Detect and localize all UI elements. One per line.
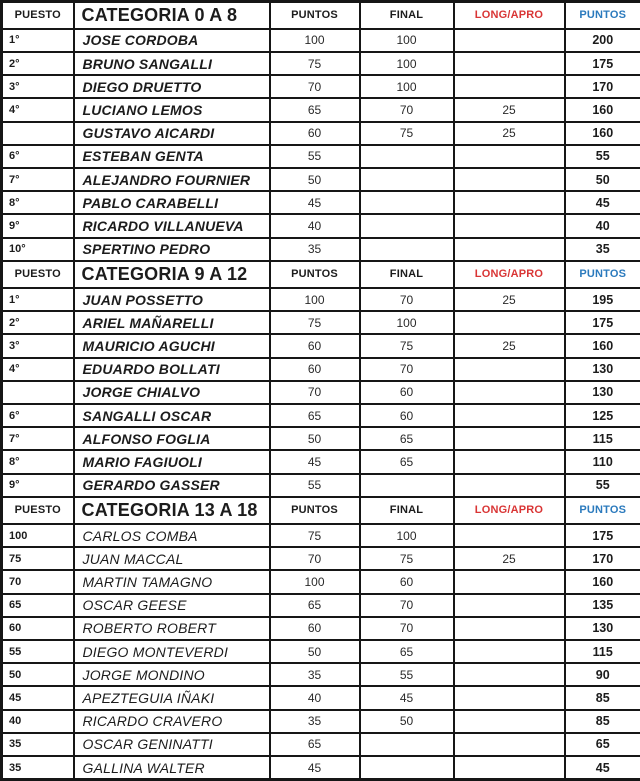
puntos-cell: 100	[270, 288, 360, 311]
name-cell: MARIO FAGIUOLI	[74, 450, 270, 473]
final-cell: 70	[360, 594, 454, 617]
total-cell: 160	[565, 570, 640, 593]
table-row	[2, 191, 640, 214]
total-cell: 200	[565, 29, 640, 52]
long-apro-cell	[454, 733, 565, 756]
long-apro-cell	[454, 756, 565, 779]
name-cell: GUSTAVO AICARDI	[74, 122, 270, 145]
table-row	[2, 640, 640, 663]
puesto-cell	[2, 122, 74, 145]
table-row	[2, 450, 640, 473]
long-apro-cell: 25	[454, 547, 565, 570]
column-header-final: FINAL	[360, 2, 454, 29]
total-cell: 160	[565, 334, 640, 357]
puntos-cell: 50	[270, 168, 360, 191]
total-cell: 55	[565, 145, 640, 168]
final-cell: 75	[360, 334, 454, 357]
name-cell: EDUARDO BOLLATI	[74, 358, 270, 381]
long-apro-cell	[454, 52, 565, 75]
name-cell: JUAN POSSETTO	[74, 288, 270, 311]
table-row	[2, 75, 640, 98]
column-header-puntos: PUNTOS	[270, 2, 360, 29]
table-row	[2, 98, 640, 121]
puesto-cell: 8°	[2, 450, 74, 473]
total-cell: 175	[565, 52, 640, 75]
section-header-row	[2, 497, 640, 524]
long-apro-cell	[454, 145, 565, 168]
final-cell: 60	[360, 570, 454, 593]
puesto-cell: 1°	[2, 29, 74, 52]
total-cell: 90	[565, 663, 640, 686]
name-cell: PABLO CARABELLI	[74, 191, 270, 214]
name-cell: GERARDO GASSER	[74, 474, 270, 497]
long-apro-cell	[454, 238, 565, 261]
long-apro-cell: 25	[454, 288, 565, 311]
total-cell: 85	[565, 686, 640, 709]
puesto-cell: 2°	[2, 52, 74, 75]
total-cell: 115	[565, 640, 640, 663]
table-row	[2, 594, 640, 617]
section-title: CATEGORIA 9 A 12	[74, 261, 270, 288]
table-row	[2, 686, 640, 709]
puntos-cell: 70	[270, 381, 360, 404]
table-body	[2, 2, 640, 780]
puesto-cell: 35	[2, 733, 74, 756]
name-cell: ESTEBAN GENTA	[74, 145, 270, 168]
name-cell: ROBERTO ROBERT	[74, 617, 270, 640]
table-row	[2, 29, 640, 52]
name-cell: BRUNO SANGALLI	[74, 52, 270, 75]
final-cell: 70	[360, 98, 454, 121]
long-apro-cell	[454, 570, 565, 593]
puesto-cell: 10°	[2, 238, 74, 261]
table-row	[2, 52, 640, 75]
long-apro-cell	[454, 29, 565, 52]
puntos-cell: 60	[270, 334, 360, 357]
puntos-cell: 65	[270, 98, 360, 121]
final-cell: 45	[360, 686, 454, 709]
puntos-cell: 100	[270, 570, 360, 593]
section-title: CATEGORIA 13 A 18	[74, 497, 270, 524]
puntos-cell: 35	[270, 663, 360, 686]
final-cell: 75	[360, 122, 454, 145]
total-cell: 115	[565, 427, 640, 450]
total-cell: 50	[565, 168, 640, 191]
puesto-cell: 55	[2, 640, 74, 663]
puesto-cell	[2, 381, 74, 404]
section-header-row	[2, 2, 640, 29]
table-row	[2, 381, 640, 404]
name-cell: OSCAR GENINATTI	[74, 733, 270, 756]
puesto-cell: 75	[2, 547, 74, 570]
puntos-cell: 45	[270, 191, 360, 214]
puntos-cell: 60	[270, 358, 360, 381]
long-apro-cell	[454, 710, 565, 733]
puntos-cell: 40	[270, 214, 360, 237]
column-header-puntos-total: PUNTOS	[565, 497, 640, 524]
column-header-puntos: PUNTOS	[270, 261, 360, 288]
final-cell	[360, 168, 454, 191]
name-cell: ARIEL MAÑARELLI	[74, 311, 270, 334]
table-row	[2, 311, 640, 334]
name-cell: JORGE CHIALVO	[74, 381, 270, 404]
long-apro-cell	[454, 191, 565, 214]
final-cell: 100	[360, 52, 454, 75]
puesto-cell: 35	[2, 756, 74, 779]
final-cell: 100	[360, 75, 454, 98]
column-header-final: FINAL	[360, 497, 454, 524]
table-row	[2, 547, 640, 570]
puntos-cell: 45	[270, 450, 360, 473]
puntos-cell: 75	[270, 524, 360, 547]
table-row	[2, 334, 640, 357]
long-apro-cell	[454, 381, 565, 404]
table-row	[2, 145, 640, 168]
final-cell: 65	[360, 640, 454, 663]
final-cell: 50	[360, 710, 454, 733]
total-cell: 130	[565, 381, 640, 404]
table-row	[2, 710, 640, 733]
final-cell	[360, 756, 454, 779]
total-cell: 130	[565, 358, 640, 381]
table-row	[2, 733, 640, 756]
puesto-cell: 40	[2, 710, 74, 733]
table-row	[2, 238, 640, 261]
name-cell: DIEGO MONTEVERDI	[74, 640, 270, 663]
puesto-cell: 6°	[2, 145, 74, 168]
total-cell: 110	[565, 450, 640, 473]
puesto-cell: 9°	[2, 214, 74, 237]
puntos-cell: 70	[270, 75, 360, 98]
puntos-cell: 55	[270, 145, 360, 168]
table-row	[2, 358, 640, 381]
name-cell: OSCAR GEESE	[74, 594, 270, 617]
long-apro-cell	[454, 617, 565, 640]
section-header-row	[2, 261, 640, 288]
name-cell: RICARDO VILLANUEVA	[74, 214, 270, 237]
name-cell: SPERTINO PEDRO	[74, 238, 270, 261]
total-cell: 175	[565, 524, 640, 547]
puntos-cell: 65	[270, 404, 360, 427]
long-apro-cell	[454, 474, 565, 497]
total-cell: 170	[565, 75, 640, 98]
final-cell: 60	[360, 381, 454, 404]
puntos-cell: 100	[270, 29, 360, 52]
column-header-long-apro: LONG/APRO	[454, 2, 565, 29]
puesto-cell: 50	[2, 663, 74, 686]
final-cell: 70	[360, 358, 454, 381]
total-cell: 35	[565, 238, 640, 261]
name-cell: LUCIANO LEMOS	[74, 98, 270, 121]
column-header-puntos: PUNTOS	[270, 497, 360, 524]
puntos-cell: 55	[270, 474, 360, 497]
total-cell: 65	[565, 733, 640, 756]
long-apro-cell	[454, 214, 565, 237]
puesto-cell: 45	[2, 686, 74, 709]
table-row	[2, 214, 640, 237]
puntos-cell: 45	[270, 756, 360, 779]
name-cell: MARTIN TAMAGNO	[74, 570, 270, 593]
table-row	[2, 474, 640, 497]
final-cell: 65	[360, 427, 454, 450]
puntos-cell: 65	[270, 594, 360, 617]
final-cell: 100	[360, 524, 454, 547]
column-header-puntos-total: PUNTOS	[565, 261, 640, 288]
final-cell: 70	[360, 288, 454, 311]
long-apro-cell	[454, 640, 565, 663]
puntos-cell: 75	[270, 311, 360, 334]
final-cell: 100	[360, 311, 454, 334]
puesto-cell: 9°	[2, 474, 74, 497]
puntos-cell: 65	[270, 733, 360, 756]
name-cell: JUAN MACCAL	[74, 547, 270, 570]
puesto-cell: 4°	[2, 358, 74, 381]
long-apro-cell	[454, 594, 565, 617]
total-cell: 160	[565, 122, 640, 145]
total-cell: 195	[565, 288, 640, 311]
puntos-cell: 35	[270, 710, 360, 733]
puesto-cell: 2°	[2, 311, 74, 334]
final-cell: 75	[360, 547, 454, 570]
column-header-puesto: PUESTO	[2, 261, 74, 288]
total-cell: 45	[565, 191, 640, 214]
name-cell: JORGE MONDINO	[74, 663, 270, 686]
long-apro-cell	[454, 450, 565, 473]
puesto-cell: 70	[2, 570, 74, 593]
puntos-cell: 40	[270, 686, 360, 709]
long-apro-cell	[454, 663, 565, 686]
name-cell: ALEJANDRO FOURNIER	[74, 168, 270, 191]
long-apro-cell	[454, 686, 565, 709]
final-cell: 70	[360, 617, 454, 640]
long-apro-cell	[454, 75, 565, 98]
total-cell: 135	[565, 594, 640, 617]
total-cell: 55	[565, 474, 640, 497]
long-apro-cell: 25	[454, 98, 565, 121]
final-cell	[360, 474, 454, 497]
total-cell: 45	[565, 756, 640, 779]
total-cell: 125	[565, 404, 640, 427]
puesto-cell: 4°	[2, 98, 74, 121]
puesto-cell: 7°	[2, 427, 74, 450]
table-row	[2, 524, 640, 547]
puesto-cell: 3°	[2, 334, 74, 357]
puntos-cell: 75	[270, 52, 360, 75]
name-cell: CARLOS COMBA	[74, 524, 270, 547]
column-header-puntos-total: PUNTOS	[565, 2, 640, 29]
long-apro-cell	[454, 404, 565, 427]
table-row	[2, 663, 640, 686]
table-row	[2, 288, 640, 311]
name-cell: MAURICIO AGUCHI	[74, 334, 270, 357]
column-header-long-apro: LONG/APRO	[454, 497, 565, 524]
final-cell: 65	[360, 450, 454, 473]
total-cell: 170	[565, 547, 640, 570]
name-cell: APEZTEGUIA IÑAKI	[74, 686, 270, 709]
name-cell: DIEGO DRUETTO	[74, 75, 270, 98]
total-cell: 85	[565, 710, 640, 733]
puesto-cell: 100	[2, 524, 74, 547]
puesto-cell: 1°	[2, 288, 74, 311]
puesto-cell: 3°	[2, 75, 74, 98]
table-row	[2, 756, 640, 779]
table-row	[2, 617, 640, 640]
name-cell: SANGALLI OSCAR	[74, 404, 270, 427]
long-apro-cell: 25	[454, 122, 565, 145]
puesto-cell: 7°	[2, 168, 74, 191]
total-cell: 130	[565, 617, 640, 640]
puntos-cell: 60	[270, 617, 360, 640]
section-title: CATEGORIA 0 A 8	[74, 2, 270, 29]
puesto-cell: 60	[2, 617, 74, 640]
puntos-cell: 35	[270, 238, 360, 261]
long-apro-cell	[454, 358, 565, 381]
column-header-final: FINAL	[360, 261, 454, 288]
column-header-puesto: PUESTO	[2, 2, 74, 29]
name-cell: ALFONSO FOGLIA	[74, 427, 270, 450]
table-row	[2, 427, 640, 450]
table-row	[2, 168, 640, 191]
total-cell: 160	[565, 98, 640, 121]
final-cell	[360, 145, 454, 168]
final-cell: 60	[360, 404, 454, 427]
total-cell: 175	[565, 311, 640, 334]
column-header-puesto: PUESTO	[2, 497, 74, 524]
puesto-cell: 6°	[2, 404, 74, 427]
long-apro-cell	[454, 524, 565, 547]
final-cell	[360, 238, 454, 261]
total-cell: 40	[565, 214, 640, 237]
long-apro-cell	[454, 168, 565, 191]
long-apro-cell: 25	[454, 334, 565, 357]
final-cell: 55	[360, 663, 454, 686]
final-cell	[360, 191, 454, 214]
final-cell	[360, 214, 454, 237]
name-cell: GALLINA WALTER	[74, 756, 270, 779]
puntos-cell: 50	[270, 427, 360, 450]
table-row	[2, 122, 640, 145]
table-row	[2, 404, 640, 427]
table-row	[2, 570, 640, 593]
long-apro-cell	[454, 427, 565, 450]
puesto-cell: 8°	[2, 191, 74, 214]
long-apro-cell	[454, 311, 565, 334]
puntos-cell: 60	[270, 122, 360, 145]
puesto-cell: 65	[2, 594, 74, 617]
final-cell: 100	[360, 29, 454, 52]
name-cell: RICARDO CRAVERO	[74, 710, 270, 733]
puntos-cell: 70	[270, 547, 360, 570]
name-cell: JOSE CORDOBA	[74, 29, 270, 52]
column-header-long-apro: LONG/APRO	[454, 261, 565, 288]
final-cell	[360, 733, 454, 756]
puntos-cell: 50	[270, 640, 360, 663]
